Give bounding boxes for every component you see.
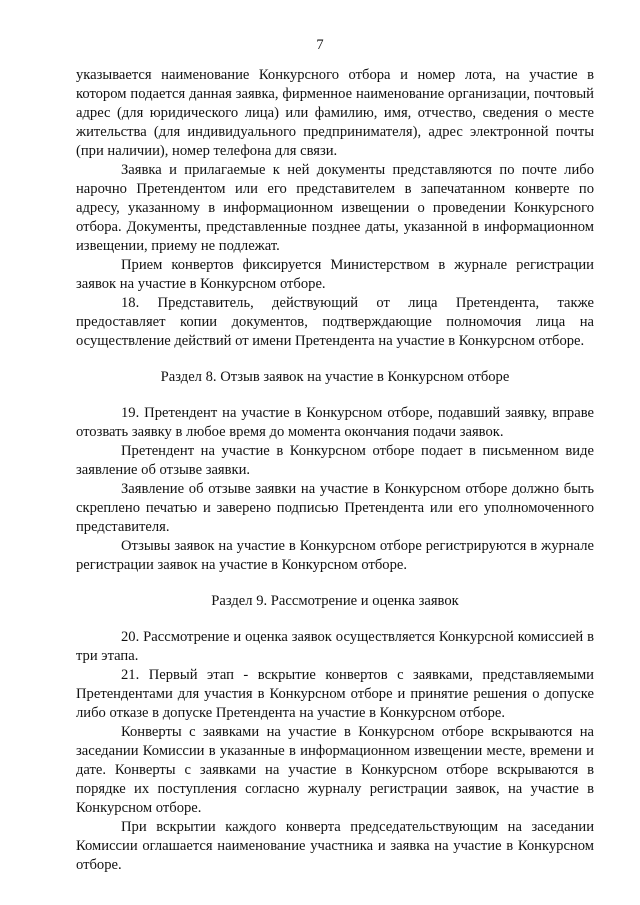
- document-body: [76, 66, 594, 875]
- paragraph-19: 19. Претендент на участие в Конкурсном отборе, подавший заявку, вправе отозвать заявку в любое время до момента окончания подачи заявок.: [76, 405, 594, 440]
- paragraph-envelope-registration: Прием конвертов фиксируется Министерством в журнале регистрации заявок на участие в Конкурсном отборе.: [76, 257, 594, 292]
- paragraph-18: 18. Представитель, действующий от лица Претендента, также предоставляет копии документов, подтверждающие полномочия лица на осуществление действий от имени Претендента на участие в Конкурсном отборе.: [76, 295, 594, 349]
- page-number: 7: [316, 37, 324, 53]
- section-9-heading: Раздел 9. Рассмотрение и оценка заявок: [211, 593, 459, 609]
- paragraph-21: 21. Первый этап - вскрытие конвертов с заявками, представляемыми Претендентами для участия в Конкурсном отборе и принятие решения о допуске либо отказе в допуске Претендента на участие в Конкурсном отборе.: [76, 667, 594, 721]
- paragraph-withdrawal-registration: Отзывы заявок на участие в Конкурсном отборе регистрируются в журнале регистрации заявок на участие в Конкурсном отборе.: [76, 538, 594, 573]
- paragraph-20: 20. Рассмотрение и оценка заявок осуществляется Конкурсной комиссией в три этапа.: [76, 629, 594, 664]
- paragraph-submission-method: Заявка и прилагаемые к ней документы представляются по почте либо нарочно Претендентом или его представителем в запечатанном конверте по адресу, указанному в информационном извещении о проведении Конкурсного отбора. Документы, представленные позднее даты, указанной в информационном извещении, приему не подлежат.: [76, 162, 594, 254]
- paragraph-opening-announcement: При вскрытии каждого конверта председательствующим на заседании Комиссии оглашается наименование участника и заявка на участие в Конкурсном отборе.: [76, 819, 594, 873]
- paragraph-application-contents: указывается наименование Конкурсного отбора и номер лота, на участие в котором подается данная заявка, фирменное наименование организации, почтовый адрес (для юридического лица) или фамилию, имя, отчество, сведения о месте жительства (для индивидуального предпринимателя), адрес электронной почты (при наличии), номер телефона для связи.: [76, 67, 594, 159]
- paragraph-withdrawal-notice: Претендент на участие в Конкурсном отборе подает в письменном виде заявление об отзыве заявки.: [76, 443, 594, 478]
- paragraph-envelope-opening: Конверты с заявками на участие в Конкурсном отборе вскрываются на заседании Комиссии в указанные в информационном извещении месте, времени и дате. Конверты с заявками на участие в Конкурсном отборе вскрываются в порядке их поступления согласно журналу регистрации заявок, на участие в Конкурсном отборе.: [76, 724, 594, 816]
- section-8-heading: Раздел 8. Отзыв заявок на участие в Конкурсном отборе: [160, 369, 510, 385]
- paragraph-withdrawal-seal: Заявление об отзыве заявки на участие в Конкурсном отборе должно быть скреплено печатью и заверено подписью Претендента или его уполномоченного представителя.: [76, 481, 594, 535]
